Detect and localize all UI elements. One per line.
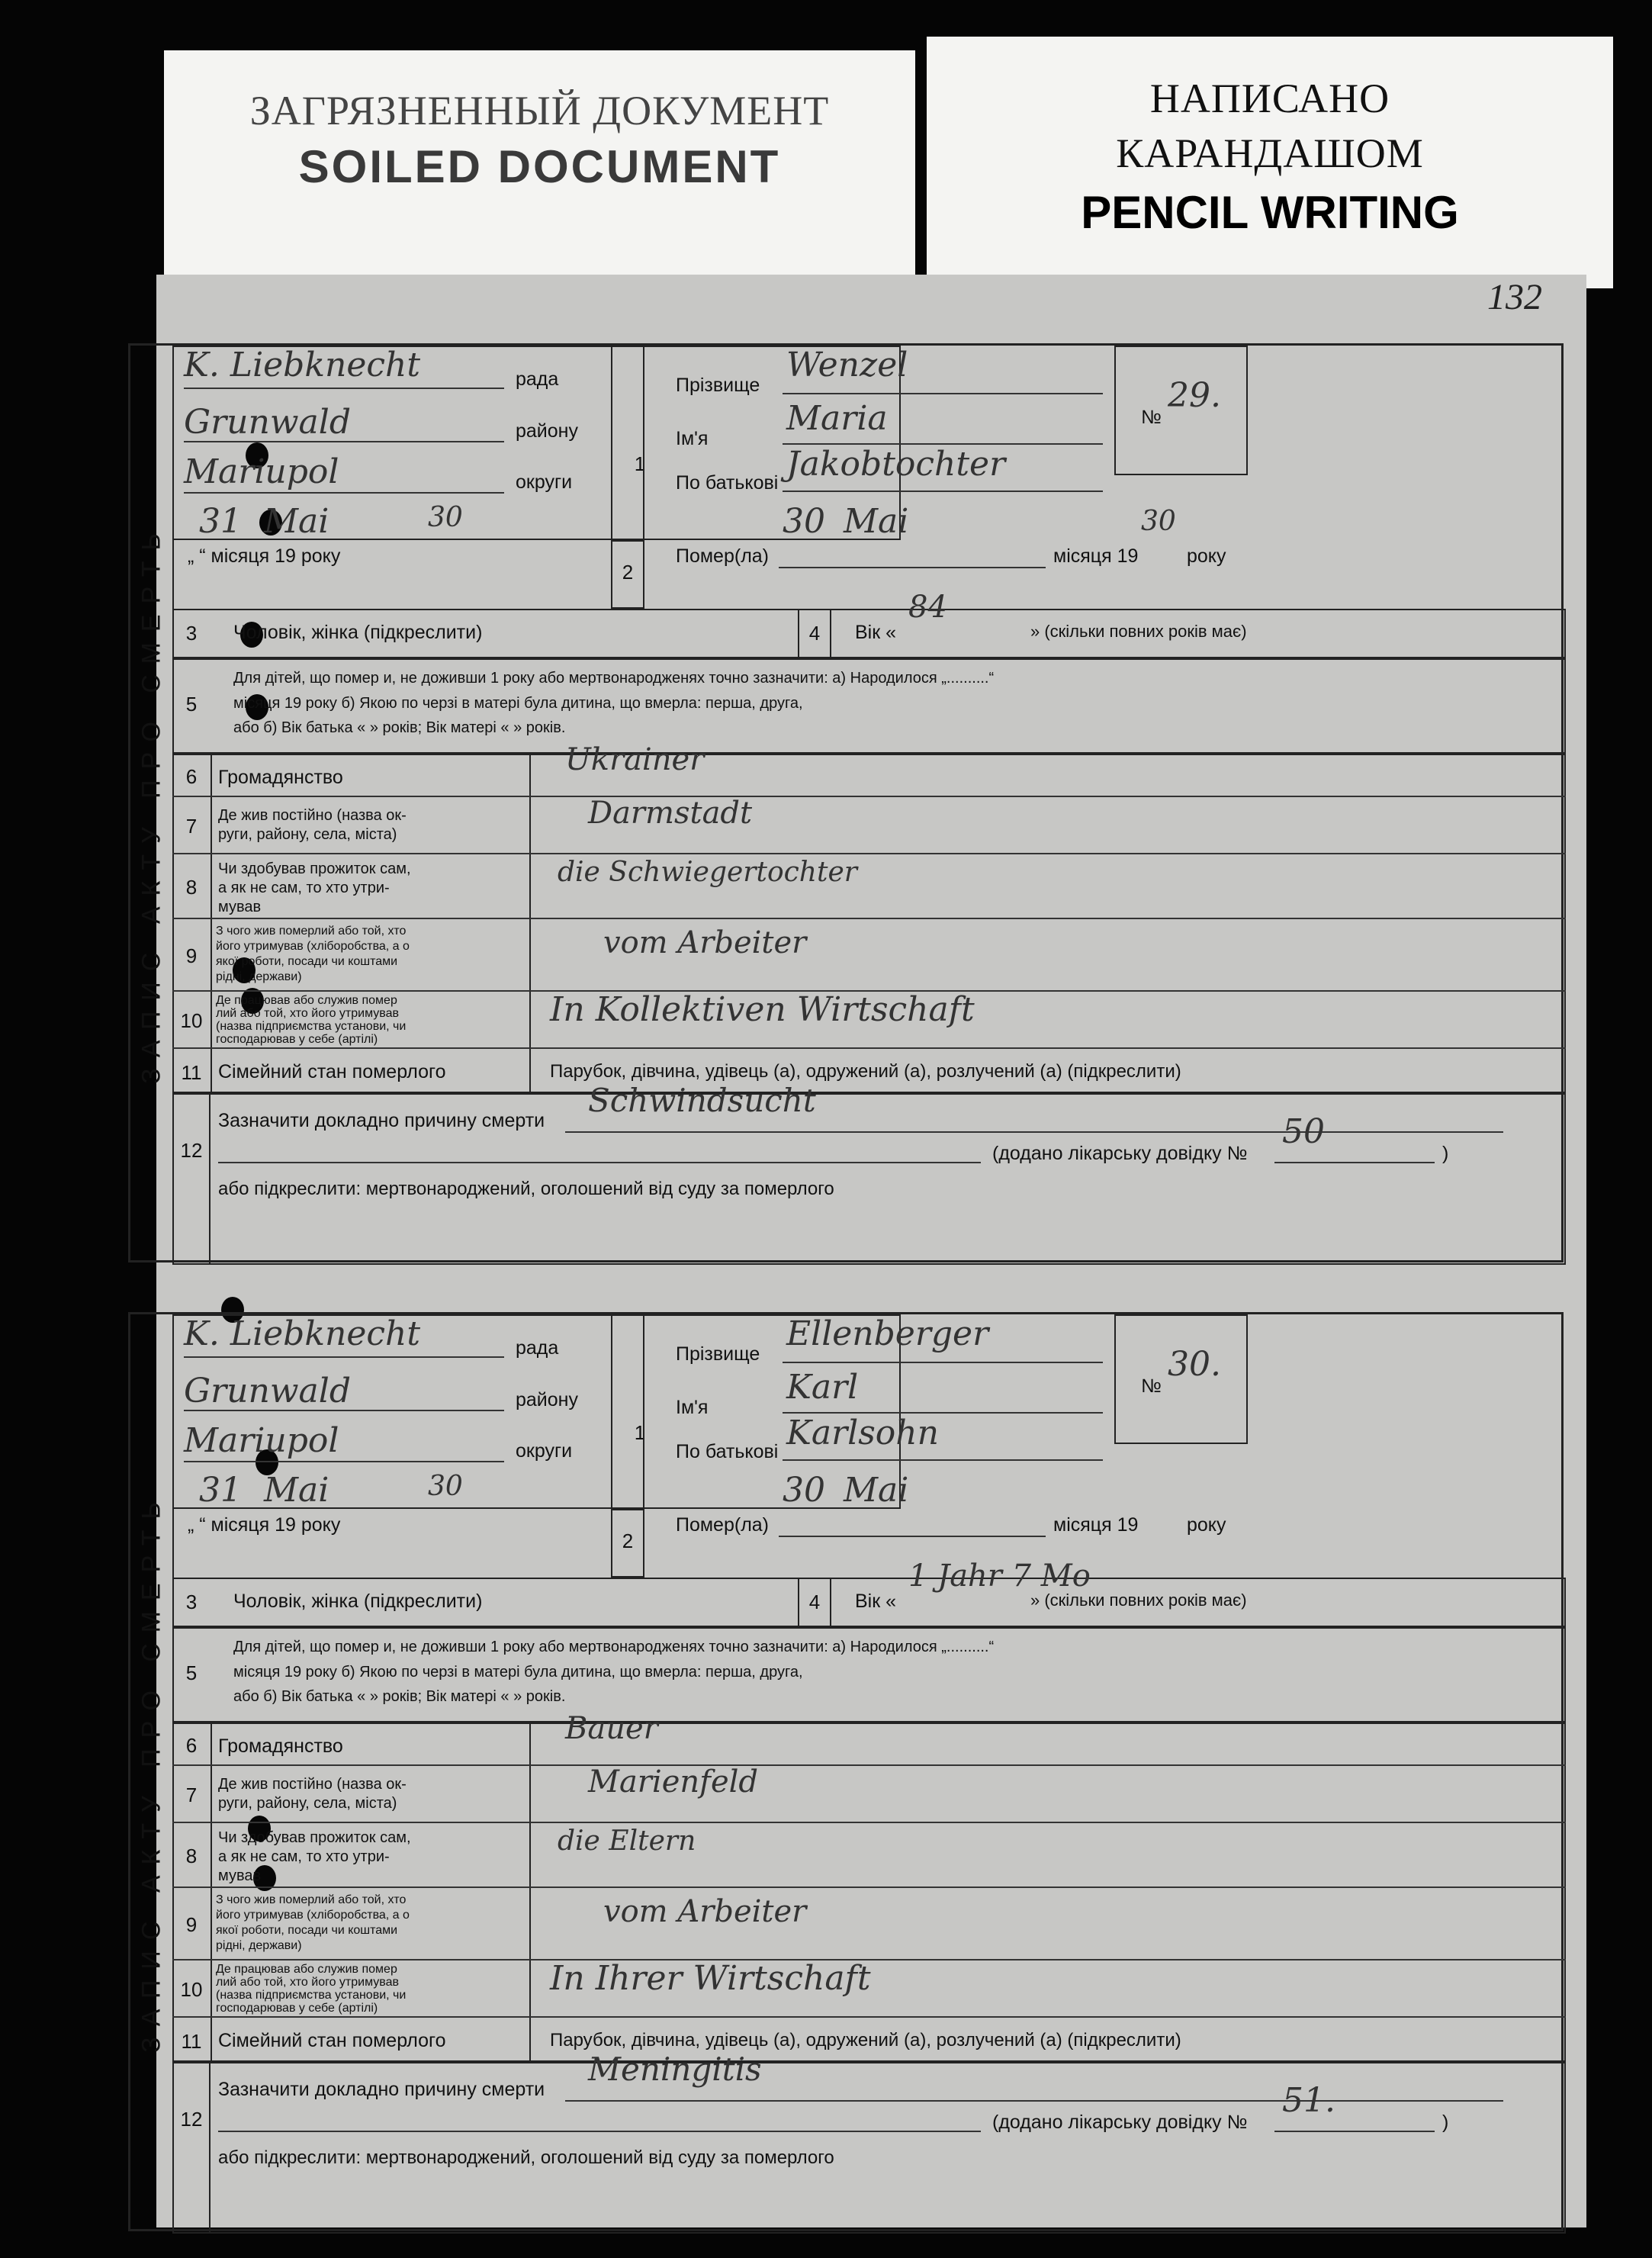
stillborn-note: або підкреслити: мертвонароджений, оголошений від суду за померлого <box>218 2147 834 2168</box>
death-year-label: року <box>1187 545 1226 567</box>
support-value: die Eltern <box>558 1825 696 1857</box>
row-number: 6 <box>185 1734 198 1757</box>
death-year-label: року <box>1187 1514 1226 1536</box>
registration-day: 31 <box>199 502 242 541</box>
record-number-value: 29. <box>1168 376 1221 415</box>
row-number: 9 <box>185 944 198 967</box>
income-label-2: його утримував (хліборобства, а о <box>216 1909 410 1922</box>
residence-label-2: руги, району, села, міста) <box>218 1795 397 1812</box>
okruga-label: округи <box>516 1440 573 1462</box>
income-value: vom Arbeiter <box>603 925 807 960</box>
death-record-1: ЗАПИС АКТУ ПРО СМЕРТЬ K. Liebknecht рада Grunwald району Mariupol округи 1 Прізвище Wenzel Ім'я Maria По батькові Jakobtochter № 29. „ “ місяця 19 року 31 Mai 30 2 Помер(ла) 30 Mai місяця 19 30 року 3 Чоловік, жінка (підкреслити) 4 Вік « 84 » (скільки повних років має) 5 Для дітей, що помер и, не доживши 1 року або мертвонародженях точно зазначити: а) Народилося „..........“ місяця 19 року б) Якою по черзі в матері була дитина, що вмерла: перша, друга, або б) Вік батька « » років; Вік матері « » років. 6 Громадянство Ukrainer 7 Де жив постійно (назва ок- руги, району, села, міста) Darmstadt 8 Чи здобував прожиток сам, а як не сам, то хто утри- мував die Schwiegertochter 9 З чого жив померлий або той, хто його утримував (хліборобства, а о якої роботи, посади чи коштами рідні, держави) vom Arbeiter 10 Де працював або служив помер лий або той, хто його утримував (назва підприємства установи, чи господарював у себе (артілі) In Kollektiven Wirtschaft 11 Сімейний стан померлого Парубок, дівчина, удівець (а), одружений (а), розлучений (а) (підкреслити) 12 Зазначити докладно причину смерти Schwindsucht (додано лікарську довідку № 50 ) або підкреслити: мертвонароджений, оголошений від суду за померлого <box>128 343 1564 1262</box>
work-label-4: господарював у себе (артілі) <box>216 2002 378 2015</box>
death-year: 30 <box>1141 506 1176 537</box>
sex-label: Чоловік, жінка (підкреслити) <box>233 622 483 643</box>
name-label: Ім'я <box>676 1397 709 1418</box>
row-number: 1 <box>634 452 646 475</box>
pencil-label-en: PENCIL WRITING <box>1081 187 1459 238</box>
death-day: 30 <box>783 1471 825 1510</box>
record-number-value: 30. <box>1168 1345 1221 1384</box>
death-record-2: ЗАПИС АКТУ ПРО СМЕРТЬ K. Liebknecht рада Grunwald району Mariupol округи 1 Прізвище Ellenberger Ім'я Karl По батькові Karlsohn № 30. „ “ місяця 19 року 31 Mai 30 2 Помер(ла) 30 Mai місяця 19 року 3 Чоловік, жінка (підкреслити) 4 Вік « 1 Jahr 7 Mo » (скільки повних років має) 5 Для дітей, що помер и, не доживши 1 року або мертвонародженях точно зазначити: а) Народилося „..........“ місяця 19 року б) Якою по черзі в матері була дитина, що вмерла: перша, друга, або б) Вік батька « » років; Вік матері « » років. 6 Громадянство Bauer 7 Де жив постійно (назва ок- руги, району, села, міста) Marienfeld 8 Чи здобував прожиток сам, а як не сам, то хто утри- мував die Eltern 9 З чого жив померлий або той, хто його утримував (хліборобства, а о якої роботи, посади чи коштами рідні, держави) vom Arbeiter 10 Де працював або служив помер лий або той, хто його утримував (назва підприємства установи, чи господарював у себе (артілі) In Ihrer Wirtschaft 11 Сімейний стан померлого Парубок, дівчина, удівець (а), одружений (а), розлучений (а) (підкреслити) 12 Зазначити докладно причину смерти Meningitis (додано лікарську довідку № 51. ) або підкреслити: мертвонароджений, оголошений від суду за померлого <box>128 1312 1564 2231</box>
okruga-label: округи <box>516 471 573 493</box>
children-line-3: або б) Вік батька « » років; Вік матері « » років. <box>233 1688 566 1705</box>
row-number: 9 <box>185 1913 198 1936</box>
residence-label-1: Де жив постійно (назва ок- <box>218 1776 407 1793</box>
row-number: 4 <box>808 1591 821 1613</box>
okruga-value: Mariupol <box>184 452 339 491</box>
income-label-1: З чого жив померлий або той, хто <box>216 925 407 938</box>
sex-label: Чоловік, жінка (підкреслити) <box>233 1591 483 1612</box>
age-note: » (скільки повних років має) <box>1030 1591 1247 1610</box>
row-number: 3 <box>185 1591 198 1613</box>
patronymic-label: По батькові <box>676 472 779 494</box>
row-number: 12 <box>180 1139 203 1162</box>
name-value: Karl <box>786 1368 859 1407</box>
children-line-1: Для дітей, що помер и, не доживши 1 року або мертвонародженях точно зазначити: а) Народилося „..........“ <box>233 1639 995 1655</box>
work-label-3: (назва підприємства установи, чи <box>216 1020 407 1033</box>
number-label: № <box>1141 407 1162 428</box>
rada-label: рада <box>516 1337 559 1359</box>
age-label: Вік « <box>855 622 897 643</box>
surname-value: Wenzel <box>786 346 908 384</box>
surname-label: Прізвище <box>676 375 760 396</box>
support-label-1: Чи здобував прожиток сам, <box>218 1829 411 1846</box>
row-number: 11 <box>181 1061 202 1084</box>
number-label: № <box>1141 1375 1162 1397</box>
marital-options: Парубок, дівчина, удівець (а), одружений (а), розлучений (а) (підкреслити) <box>550 1061 1181 1082</box>
raion-value: Grunwald <box>184 403 351 442</box>
children-line-2: місяця 19 року б) Якою по черзі в матері була дитина, що вмерла: перша, друга, <box>233 695 803 712</box>
okruga-value: Mariupol <box>184 1421 339 1460</box>
stillborn-note: або підкреслити: мертвонароджений, оголошений від суду за померлого <box>218 1179 834 1199</box>
page-number: 132 <box>1487 277 1542 317</box>
row-number: 7 <box>185 1784 198 1806</box>
patronymic-value: Karlsohn <box>786 1414 939 1452</box>
citizenship-value: Bauer <box>565 1711 658 1746</box>
raion-value: Grunwald <box>184 1372 351 1410</box>
age-label: Вік « <box>855 1591 897 1612</box>
name-value: Maria <box>786 399 888 438</box>
work-value: In Ihrer Wirtschaft <box>550 1959 871 1998</box>
certificate-value: 51. <box>1282 2081 1335 2120</box>
residence-value: Marienfeld <box>588 1764 759 1800</box>
support-label-2: а як не сам, то хто утри- <box>218 1848 390 1865</box>
row-number: 5 <box>185 1661 198 1684</box>
registration-date-label: „ “ місяця 19 року <box>188 545 341 567</box>
age-note: » (скільки повних років має) <box>1030 622 1247 641</box>
income-label-4: рідні, держави) <box>216 1939 302 1952</box>
support-label-1: Чи здобував прожиток сам, <box>218 860 411 877</box>
work-value: In Kollektiven Wirtschaft <box>550 990 975 1029</box>
children-line-2: місяця 19 року б) Якою по черзі в матері була дитина, що вмерла: перша, друга, <box>233 1664 803 1681</box>
citizenship-label: Громадянство <box>218 767 343 788</box>
cause-label: Зазначити докладно причину смерти <box>218 1110 545 1131</box>
work-label-2: лий або той, хто його утримував <box>216 1007 399 1020</box>
support-label-3: мував <box>218 1867 262 1884</box>
registration-year: 30 <box>428 1471 463 1502</box>
registration-day: 31 <box>199 1471 242 1510</box>
soiled-label-ru: ЗАГРЯЗНЕННЫЙ ДОКУМЕНТ <box>249 88 830 133</box>
income-value: vom Arbeiter <box>603 1894 807 1929</box>
rada-value: K. Liebknecht <box>184 346 421 384</box>
row-number: 10 <box>180 1978 203 2001</box>
row-number: 2 <box>622 561 634 584</box>
marital-options: Парубок, дівчина, удівець (а), одружений (а), розлучений (а) (підкреслити) <box>550 2030 1181 2051</box>
pencil-writing-label <box>927 37 1613 288</box>
row-number-cell <box>611 1314 644 1509</box>
death-day: 30 <box>783 502 825 541</box>
pencil-label-ru-2: КАРАНДАШОМ <box>1116 130 1424 176</box>
cause-label: Зазначити докладно причину смерти <box>218 2079 545 2100</box>
raion-label: району <box>516 420 578 442</box>
marital-label: Сімейний стан померлого <box>218 2030 446 2051</box>
income-label-3: якої роботи, посади чи коштами <box>216 955 398 968</box>
registration-year: 30 <box>428 502 463 533</box>
work-label-1: Де працював або служив помер <box>216 1963 397 1976</box>
children-line-3: або б) Вік батька « » років; Вік матері « » років. <box>233 719 566 736</box>
income-label-3: якої роботи, посади чи коштами <box>216 1924 398 1937</box>
income-label-2: його утримував (хліборобства, а о <box>216 940 410 953</box>
cause-value: Meningitis <box>588 2051 762 2088</box>
age-value: 84 <box>908 590 947 625</box>
cause-value: Schwindsucht <box>588 1082 816 1119</box>
row-number-cell <box>172 1093 211 1265</box>
soiled-document-label <box>164 50 915 287</box>
row-number: 4 <box>808 622 821 645</box>
support-label-3: мував <box>218 899 262 915</box>
income-label-1: З чого жив померлий або той, хто <box>216 1893 407 1906</box>
row-number: 7 <box>185 815 198 838</box>
surname-label: Прізвище <box>676 1343 760 1365</box>
row-number: 6 <box>185 765 198 788</box>
death-date-label: Помер(ла) <box>676 545 770 567</box>
registration-month: Mai <box>264 1471 329 1510</box>
record-side-title: ЗАПИС АКТУ ПРО СМЕРТЬ <box>130 346 174 1260</box>
row-number: 12 <box>180 2108 203 2131</box>
income-label-4: рідні, держави) <box>216 970 302 983</box>
certificate-label: (додано лікарську довідку № <box>992 1143 1248 1164</box>
row-number: 8 <box>185 876 198 899</box>
citizenship-label: Громадянство <box>218 1735 343 1757</box>
row-number: 11 <box>181 2030 202 2053</box>
rada-label: рада <box>516 368 559 390</box>
raion-label: району <box>516 1389 578 1410</box>
support-value: die Schwiegertochter <box>558 857 857 888</box>
registration-month: Mai <box>264 502 329 541</box>
certificate-label: (додано лікарську довідку № <box>992 2112 1248 2133</box>
pencil-label-ru-1: НАПИСАНО <box>1149 76 1390 121</box>
residence-value: Darmstadt <box>588 796 753 831</box>
death-month-label: місяця 19 <box>1053 1514 1139 1536</box>
row-number: 2 <box>622 1529 634 1552</box>
death-month: Mai <box>844 502 909 541</box>
record-side-title: ЗАПИС АКТУ ПРО СМЕРТЬ <box>130 1314 174 2229</box>
residence-label-2: руги, району, села, міста) <box>218 826 397 843</box>
work-label-2: лий або той, хто його утримував <box>216 1976 399 1989</box>
death-month-label: місяця 19 <box>1053 545 1139 567</box>
citizenship-value: Ukrainer <box>565 742 705 777</box>
row-number: 8 <box>185 1845 198 1867</box>
death-month: Mai <box>844 1471 909 1510</box>
row-number-cell <box>611 346 644 540</box>
surname-value: Ellenberger <box>786 1314 989 1353</box>
patronymic-label: По батькові <box>676 1441 779 1462</box>
age-value: 1 Jahr 7 Mo <box>908 1558 1091 1594</box>
row-number: 1 <box>634 1421 646 1444</box>
row-number: 10 <box>180 1009 203 1032</box>
patronymic-value: Jakobtochter <box>786 445 1006 484</box>
registration-date-label: „ “ місяця 19 року <box>188 1514 341 1536</box>
children-line-1: Для дітей, що помер и, не доживши 1 року або мертвонародженях точно зазначити: а) Народилося „..........“ <box>233 670 995 687</box>
row-number-cell <box>172 2062 211 2234</box>
work-label-3: (назва підприємства установи, чи <box>216 1989 407 2002</box>
soiled-label-en: SOILED DOCUMENT <box>298 141 781 192</box>
support-label-2: а як не сам, то хто утри- <box>218 880 390 896</box>
row-number: 5 <box>185 693 198 716</box>
rada-value: K. Liebknecht <box>184 1314 421 1353</box>
certificate-value: 50 <box>1282 1112 1325 1151</box>
name-label: Ім'я <box>676 428 709 449</box>
residence-label-1: Де жив постійно (назва ок- <box>218 807 407 824</box>
work-label-1: Де працював або служив помер <box>216 994 397 1007</box>
work-label-4: господарював у себе (артілі) <box>216 1033 378 1046</box>
death-date-label: Помер(ла) <box>676 1514 770 1536</box>
marital-label: Сімейний стан померлого <box>218 1061 446 1082</box>
row-number: 3 <box>185 622 198 645</box>
